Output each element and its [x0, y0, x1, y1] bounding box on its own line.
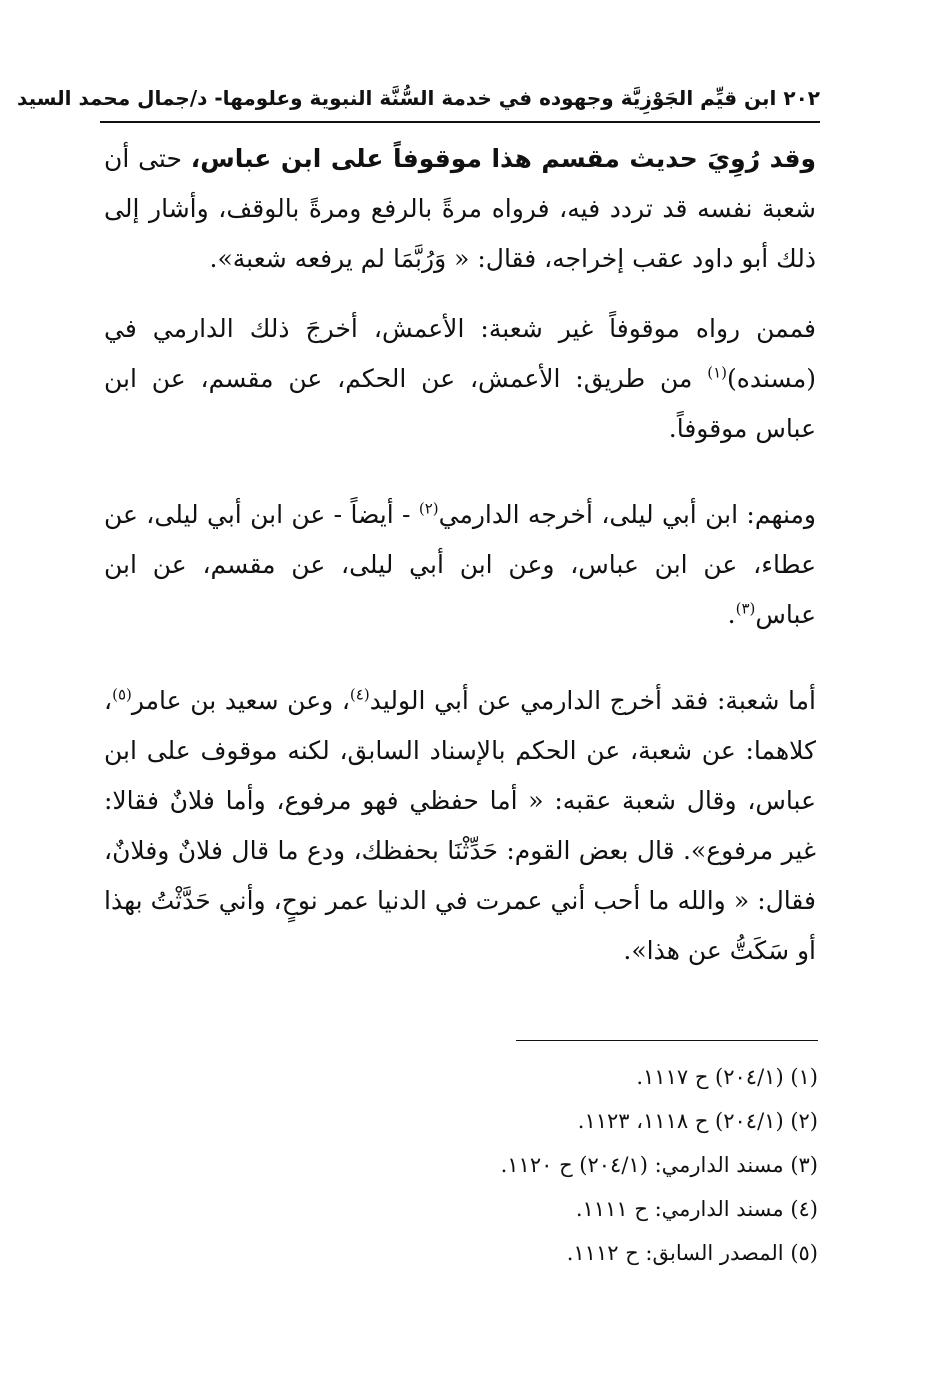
footnote-5: (٥) المصدر السابق: ح ١١١٢. — [566, 1241, 818, 1265]
footnote-2: (٢) (٢٠٤/١) ح ١١١٨، ١١٢٣. — [577, 1109, 818, 1133]
paragraph-2 — [104, 304, 816, 454]
footnote-ref-5: (٥) — [112, 685, 132, 704]
footnotes — [120, 1055, 818, 1275]
paragraph-3-text-b: - أيضاً - عن ابن أبي ليلى، عن عطاء، عن ابن عباس، وعن ابن أبي ليلى، عن مقسم، عن ابن عباس — [104, 500, 816, 629]
paragraph-1-text: حتى أن شعبة نفسه قد تردد فيه، فرواه مرةً بالرفع ومرةً بالوقف، وأشار إلى ذلك أبو داود عقب إخراجه، فقال: « وَرُبَّمَا لم يرفعه شعبة». — [104, 144, 816, 273]
paragraph-4-text-b: ، وعن سعيد بن عامر — [131, 686, 350, 715]
header-rule — [100, 121, 820, 123]
footnote-ref-4: (٤) — [349, 685, 370, 704]
footnote-ref-3: (٣) — [735, 599, 756, 618]
footnote-4: (٤) مسند الدارمي: ح ١١١١. — [575, 1197, 818, 1221]
paragraph-1 — [104, 134, 816, 284]
footnote-separator — [516, 1040, 818, 1041]
footnote-3: (٣) مسند الدارمي: (٢٠٤/١) ح ١١٢٠. — [500, 1153, 818, 1177]
footnote-1: (١) (٢٠٤/١) ح ١١١٧. — [636, 1065, 818, 1089]
paragraph-2-text-b: من طريق: الأعمش، عن الحكم، عن مقسم، عن ابن عباس موقوفاً. — [104, 364, 816, 443]
paragraph-3 — [104, 490, 816, 640]
footnote-ref-2: (٢) — [418, 499, 439, 518]
paragraph-4-text-c: ، كلاهما: عن شعبة، عن الحكم بالإسناد السابق، لكنه موقوف على ابن عباس، وقال شعبة عقبه: « أما حفظي فهو مرفوع، وأما فلانٌ فقالا: غير مرفوع». قال بعض القوم: حَدِّثْنَا بحفظك، ودع ما قال فلانٌ وفلانٌ، فقال: « والله ما أحب أني عمرت في الدنيا عمر نوحٍ، وأني حَدَّثْتُ بهذا أو سَكَتُّ عن هذا». — [104, 686, 816, 965]
paragraph-1-lead: وقد رُوِيَ حديث مقسم هذا موقوفاً على ابن عباس، — [190, 144, 816, 173]
paragraph-3-text-a: ومنهم: ابن أبي ليلى، أخرجه الدارمي — [438, 500, 816, 529]
running-header: ٢٠٢ ابن قيِّم الجَوْزِيَّة وجهوده في خدمة السُّنَّة النبوية وعلومها- د/جمال محمد السيد — [17, 86, 820, 110]
main-text — [104, 134, 816, 1012]
paragraph-4 — [104, 676, 816, 976]
paragraph-3-text-c: . — [727, 600, 736, 629]
paragraph-2-text-a: فممن رواه موقوفاً غير شعبة: الأعمش، أخرجَ ذلك الدارمي في (مسنده) — [104, 314, 816, 393]
paragraph-4-text-a: أما شعبة: فقد أخرج الدارمي عن أبي الوليد — [369, 686, 816, 715]
footnote-ref-1: (١) — [707, 363, 728, 382]
